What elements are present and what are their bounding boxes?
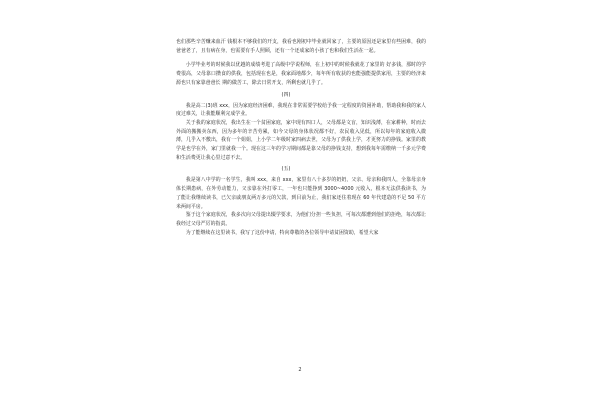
- paragraph-6: 我是第八中学的一名学生，我叫 xxx，来自 xxx，家里有八十多岁的奶奶，父亲、母亲和我四人，全靠母亲身体长期患病，在外劳动能力，父亲靠在外打零工，一年也只能挣到 3000~4000 元收入，根本无法供我读书，为了能让我继续读书，已欠亲戚朋友两万多元的欠款，到目前为止，我们家还住着现在 60 年代建造的不足 50 平方米两间平房。: [176, 177, 426, 210]
- paragraph-8: 为了能继续在这里读书，我写了这份申请，特向尊敬的各位领导申请贫困资助，希望大家: [185, 229, 379, 236]
- page-number: 2: [298, 367, 302, 373]
- paragraph-1: 也们那些辛苦赚来血汗 钱根本不够我们的开支，我看也刚初中毕业就回家了，主要的原因还是家里有些困难，我的爸爸老了，且有病在身，也需要有手人照顾，还有一个还成家的小孩了也和我们生活在一起。: [176, 39, 426, 54]
- paragraph-4: 关于我的家庭状况，我出生在一个贫困家庭，家中现有四口人，父母都是文盲，知识浅薄，在家耕种，时而去外面的搬搬卖东西，因为多年的辛苦劳累，如今父母的身体状况都不好，农民收入见低，所以每年的家庭收入微薄，几乎入不敷出，我有一个姐姐，上小学二年级时家四病去世，父母为了供我上学，才更努力的挣钱。家里的教学是也学在外，家门里就我一个。现在这三年的学习期间都是靠父母的挣钱支持，想到我每年需缴纳一千多元学费和生活费更让我心里过意不去。: [176, 119, 426, 161]
- section-heading-five: (五): [281, 166, 291, 173]
- paragraph-7: 鉴于这个家庭状况，我多次向父母提出辍学要求，为他们分担一些负担，可每次都遭到他们的拒绝，每次都让我经过父母严厉的指责。: [176, 212, 426, 227]
- paragraph-3: 我是高二(3)班 xxx，因为家庭经济困难，我现在非常需要学校给予我一定程度的资困补助，帮助我和我的家人度过难关，让我能顺利完成学业。: [176, 102, 426, 118]
- section-heading-four: (四): [281, 91, 291, 98]
- paragraph-2: 小学毕业考的时候我以优越的成绩考进了高级中学说程师，在上初中的时候我就花了家里的 好多钱，那时的学费很高，父母靠口攒食的供我，包括现在也是，我家面地都少，每年所有收获的也能强能提供家用，主要的经济来源也只有家靠爸爸长 期的做苦工，除去日常开支，所剩也就几乎了。: [176, 62, 426, 86]
- document-body: [176, 38, 426, 237]
